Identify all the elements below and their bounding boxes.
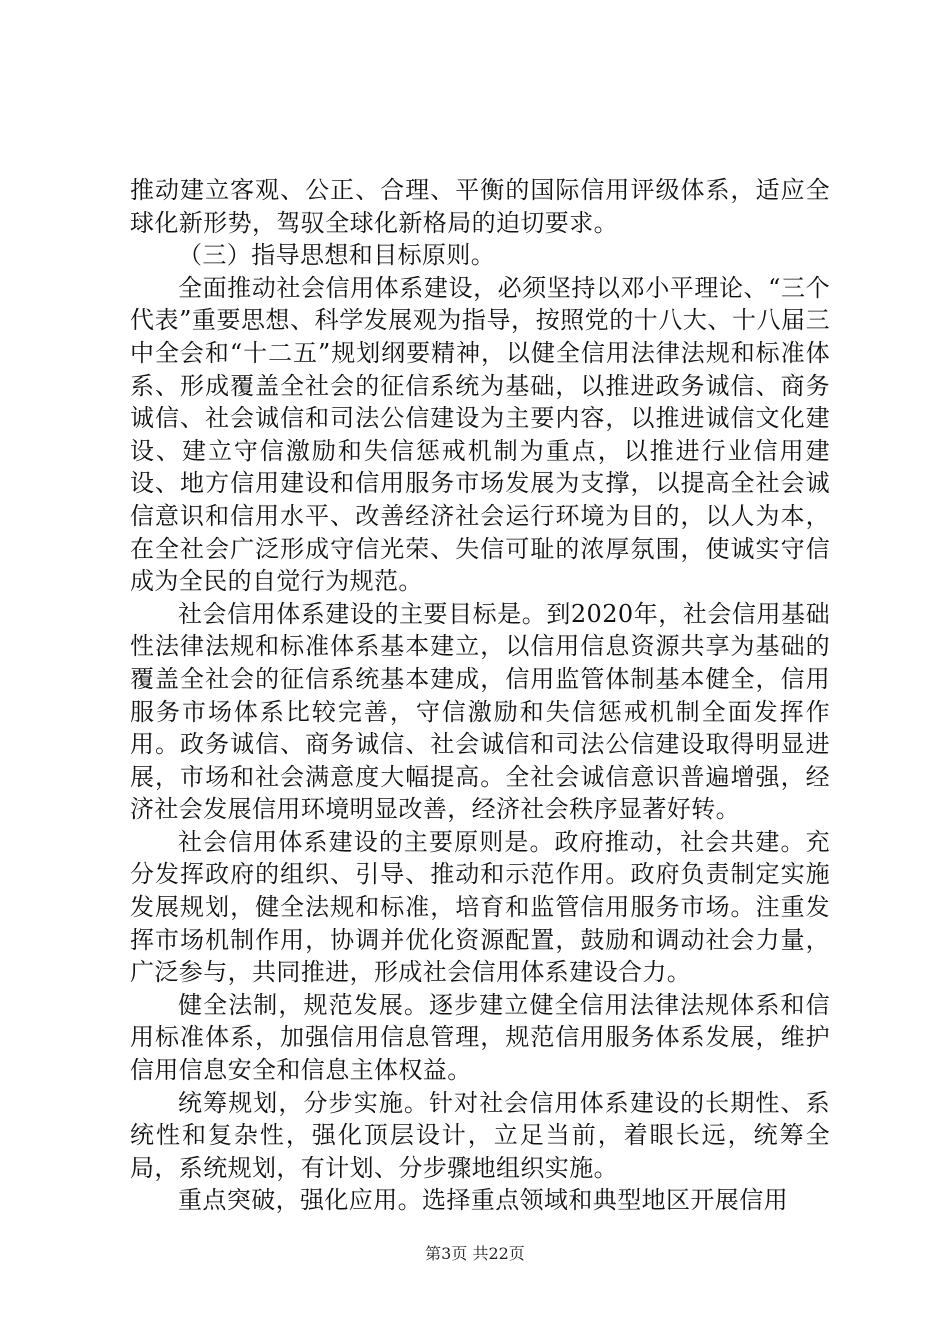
document-body [130, 174, 830, 1217]
paragraph-main-goals: 社会信用体系建设的主要目标是。到2020年，社会信用基础性法律法规和标准体系基本建立，以信用信息资源共享为基础的覆盖全社会的征信系统基本建成，信用监管体制基本健全，信用服务市场体系比较完善，守信激励和失信惩戒机制全面发挥作用。政务诚信、商务诚信、社会诚信和司法公信建设取得明显进展，市场和社会满意度大幅提高。全社会诚信意识普遍增强，经济社会发展信用环境明显改善，经济社会秩序显著好转。 [130, 599, 830, 824]
page-number: 第3页 共22页 [425, 1244, 525, 1263]
paragraph-main-principles: 社会信用体系建设的主要原则是。政府推动，社会共建。充分发挥政府的组织、引导、推动和示范作用。政府负责制定实施发展规划，健全法规和标准，培育和监管信用服务市场。注重发挥市场机制作用，协调并优化资源配置，鼓励和调动社会力量，广泛参与，共同推进，形成社会信用体系建设合力。 [130, 827, 830, 987]
paragraph-guiding-ideology: 全面推动社会信用体系建设，必须坚持以邓小平理论、“三个代表”重要思想、科学发展观为指导，按照党的十八大、十八届三中全会和“十二五”规划纲要精神，以健全信用法律法规和标准体系、形成覆盖全社会的征信系统为基础，以推进政务诚信、商务诚信、社会诚信和司法公信建设为主要内容，以推进诚信文化建设、建立守信激励和失信惩戒机制为重点，以推进行业信用建设、地方信用建设和信用服务市场发展为支撑，以提高全社会诚信意识和信用水平、改善经济社会运行环境为目的，以人为本，在全社会广泛形成守信光荣、失信可耻的浓厚氛围，使诚实守信成为全民的自觉行为规范。 [130, 273, 830, 596]
paragraph-overall-planning: 统筹规划，分步实施。针对社会信用体系建设的长期性、系统性和复杂性，强化顶层设计，立足当前，着眼长远，统筹全局，系统规划，有计划、分步骤地组织实施。 [130, 1088, 830, 1182]
paragraph-1: 推动建立客观、公正、合理、平衡的国际信用评级体系，适应全球化新形势，驾驭全球化新格局的迫切要求。 [130, 176, 830, 237]
paragraph-legal-system: 健全法制，规范发展。逐步建立健全信用法律法规体系和信用标准体系，加强信用信息管理，规范信用服务体系发展，维护信用信息安全和信息主体权益。 [130, 990, 830, 1085]
paragraph-key-breakthroughs: 重点突破，强化应用。选择重点领域和典型地区开展信用 [178, 1186, 788, 1215]
page-footer [0, 1244, 950, 1264]
section-heading: （三）指导思想和目标原则。 [178, 241, 496, 270]
